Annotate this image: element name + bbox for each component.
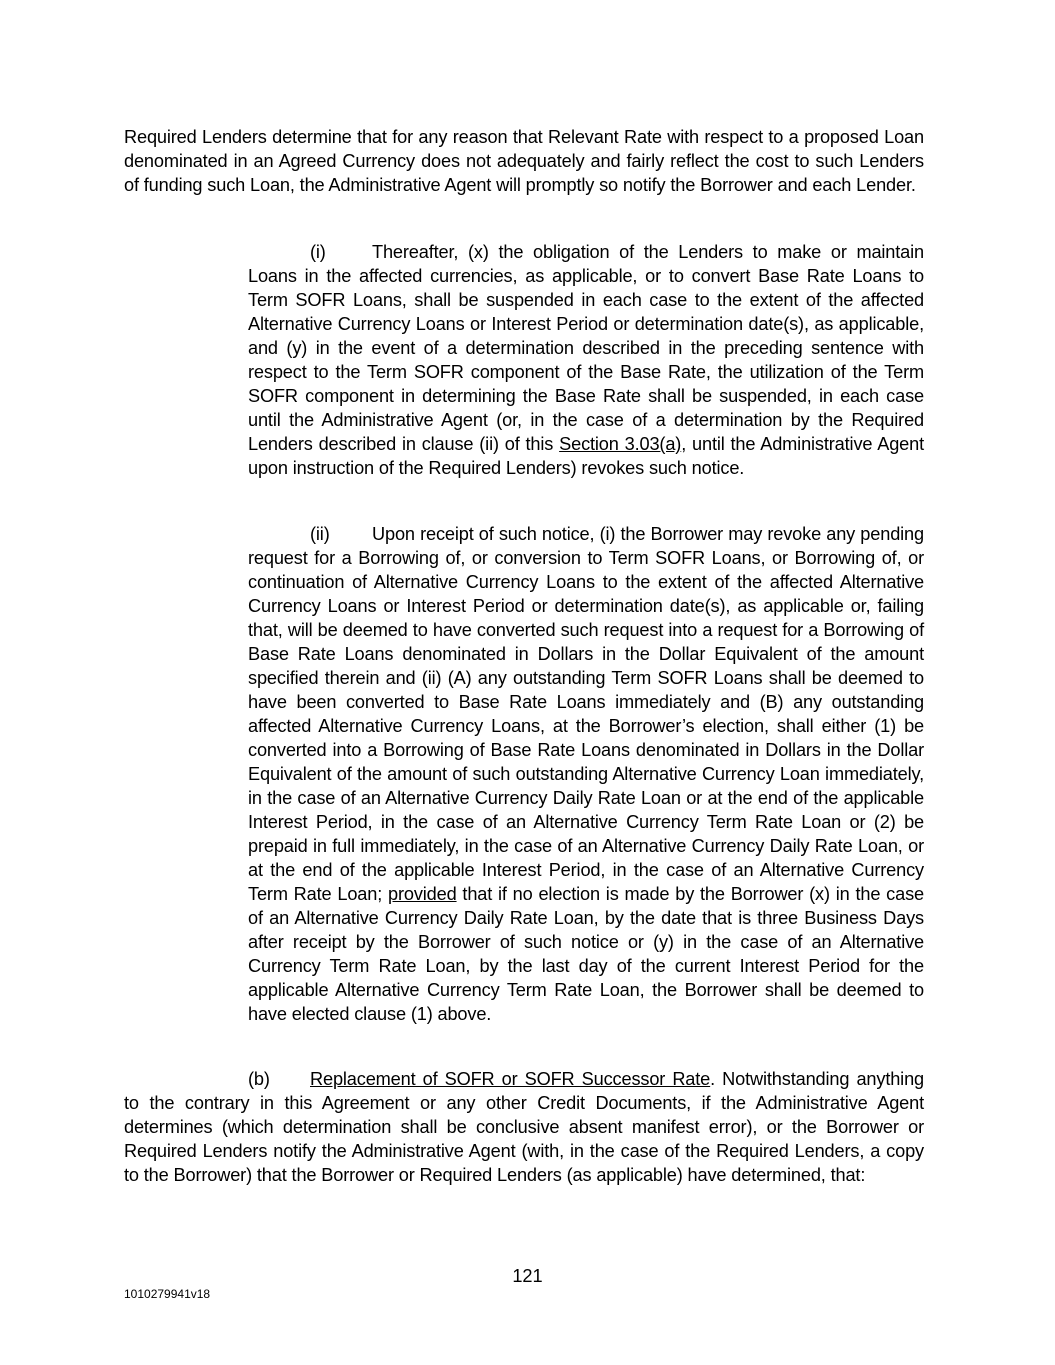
clause-i-text-before: Thereafter, (x) the obligation of the Lenders to make or maintain Loans in the affected currencies, as applicable, or to convert Base Rate Loans to Term SOFR Loans, shall be suspended in each case to the extent of the affected Alternative Currency Loans or Interest Period or determination date(s), as applicable, and (y) in the event of a determination described in the preceding sentence with respect to the Term SOFR component of the Base Rate, the utilization of the Term SOFR component in determining the Base Rate shall be suspended, in each case until the Administrative Agent (or, in the case of a determination by the Required Lenders described in clause (ii) of this [248,242,924,454]
clause-i-text-after: , until the Administrative Agent upon instruction of the Required Lenders) revokes such notice. [248,434,925,478]
section-reference: Section 3.03(a) [559,434,682,454]
clause-i-paragraph [248,240,924,480]
page-number: 121 [512,1266,543,1286]
clause-b-paragraph [124,1067,924,1187]
clause-i-label: (i) [310,242,326,262]
document-id: 1010279941v18 [124,1287,211,1301]
clause-b-text: . Notwithstanding anything to the contrary in this Agreement or any other Credit Documents, if the Administrative Agent determines (which determination shall be conclusive absent manifest error), or the Borrower or Required Lenders notify the Administrative Agent (with, in the case of the Required Lenders, a copy to the Borrower) that the Borrower or Required Lenders (as applicable) have determined, that: [124,1069,925,1185]
clause-ii-text-before: Upon receipt of such notice, (i) the Borrower may revoke any pending request for a Borrowing of, or conversion to Term SOFR Loans, or Borrowing of, or continuation of Alternative Currency Loans to the extent of the affected Alternative Currency Loans or Interest Period or determination date(s), as applicable or, failing that, will be deemed to have converted such request into a request for a Borrowing of Base Rate Loans denominated in Dollars in the Dollar Equivalent of the amount specified therein and (ii) (A) any outstanding Term SOFR Loans shall be deemed to have been converted to Base Rate Loans immediately and (B) any outstanding affected Alternative Currency Loans, at the Borrower’s election, shall either (1) be converted into a Borrowing of Base Rate Loans denominated in Dollars in the Dollar Equivalent of the amount of such outstanding Alternative Currency Loan immediately, in the case of an Alternative Currency Daily Rate Loan or at the end of the applicable Interest Period, in the case of an Alternative Currency Term Rate Loan or (2) be prepaid in full immediately, in the case of an Alternative Currency Daily Rate Loan, or at the end of the applicable Interest Period, in the case of an Alternative Currency Term Rate Loan; [248,524,924,904]
intro-paragraph: Required Lenders determine that for any reason that Relevant Rate with respect to a proposed Loan denominated in an Agreed Currency does not adequately and fairly reflect the cost to such Lenders of funding such Loan, the Administrative Agent will promptly so notify the Borrower and each Lender. [124,127,924,195]
clause-ii-text-after: that if no election is made by the Borrower (x) in the case of an Alternative Currency Daily Rate Loan, by the date that is three Business Days after receipt by the Borrower of such notice or (y) in the case of an Alternative Currency Term Rate Loan, by the last day of the current Interest Period for the applicable Alternative Currency Term Rate Loan, the Borrower shall be deemed to have elected clause (1) above. [248,884,924,1024]
clause-ii-paragraph [248,522,924,1026]
clause-b-label: (b) [248,1069,270,1089]
clause-b-heading: Replacement of SOFR or SOFR Successor Rate [310,1069,711,1089]
clause-ii-label: (ii) [310,524,330,544]
provided-term: provided [387,884,457,904]
